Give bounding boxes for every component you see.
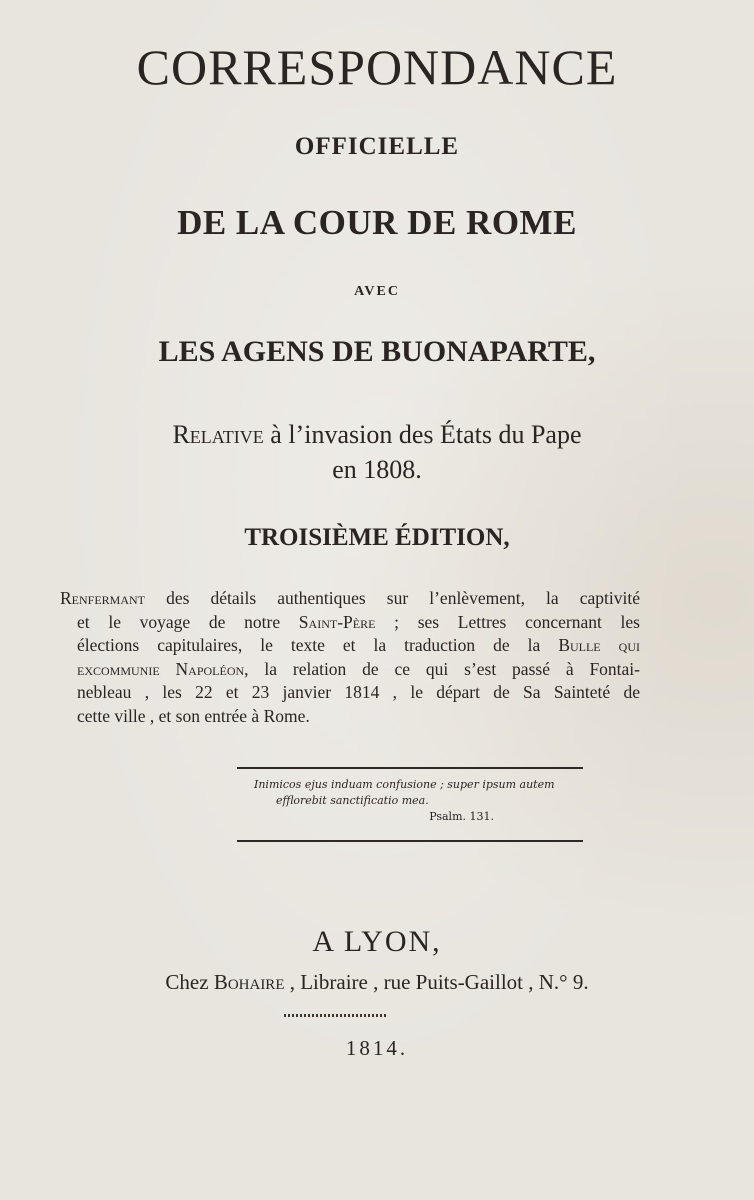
epigraph-bottom-rule (237, 840, 583, 842)
contents-text: nebleau , les 22 et 23 janvier 1814 , le départ de Sa Sainteté de (77, 682, 640, 702)
imprint-publisher (0, 970, 754, 995)
contents-text: cette ville , et son entrée à Rome. (77, 705, 310, 726)
contents-smallcaps: excommunie Napoléon (77, 658, 245, 679)
contents-line (60, 658, 640, 682)
contents-smallcaps: Bulle qui (558, 635, 640, 655)
title-agens: LES AGENS DE BUONAPARTE, (158, 335, 596, 368)
imprint-year: 1814. (345, 1036, 409, 1060)
publisher-prefix: Chez (165, 970, 214, 994)
contents-lead: Renfermant (60, 588, 146, 608)
contents-text: des détails authentiques sur l’enlèvement, la captivité (145, 588, 640, 608)
contents-smallcaps: Saint-Père (298, 611, 376, 632)
imprint-city: A LYON, (312, 925, 442, 958)
contents-line (60, 705, 640, 729)
epigraph (254, 777, 574, 825)
ornamental-rule (284, 1014, 386, 1017)
title-cour-de-rome: DE LA COUR DE ROME (177, 203, 577, 242)
title-main: CORRESPONDANCE (136, 39, 618, 95)
epigraph-top-rule (237, 767, 583, 769)
contents-text: ; ses Lettres concernant les (375, 611, 640, 632)
contents-line (60, 634, 640, 658)
subtitle-line-2: en 1808. (332, 455, 422, 484)
epigraph-line-1: Inimicos ejus induam confusione ; super ipsum autem (254, 778, 555, 791)
edition: TROISIÈME ÉDITION, (244, 524, 510, 551)
contents-text: , la relation de ce qui s’est passé à Fontai- (244, 658, 640, 679)
epigraph-reference: Psalm. 131. (429, 810, 494, 823)
subtitle-rest: à l’invasion des États du Pape (263, 420, 582, 449)
contents-paragraph (60, 587, 640, 728)
contents-text: élections capitulaires, le texte et la traduction de la (77, 635, 559, 655)
contents-line (60, 611, 640, 635)
contents-text: et le voyage de notre (77, 611, 299, 632)
epigraph-line-2: efflorebit sanctificatio mea. (276, 794, 429, 807)
publisher-name: Bohaire (213, 970, 285, 994)
subtitle-lead: Relative (172, 420, 264, 449)
contents-line (60, 587, 640, 611)
contents-line (60, 681, 640, 705)
subtitle-line-1 (0, 420, 754, 450)
publisher-address: , Libraire , rue Puits-Gaillot , N.° 9. (284, 970, 589, 994)
title-avec: AVEC (354, 284, 400, 299)
title-officielle: OFFICIELLE (294, 133, 460, 160)
